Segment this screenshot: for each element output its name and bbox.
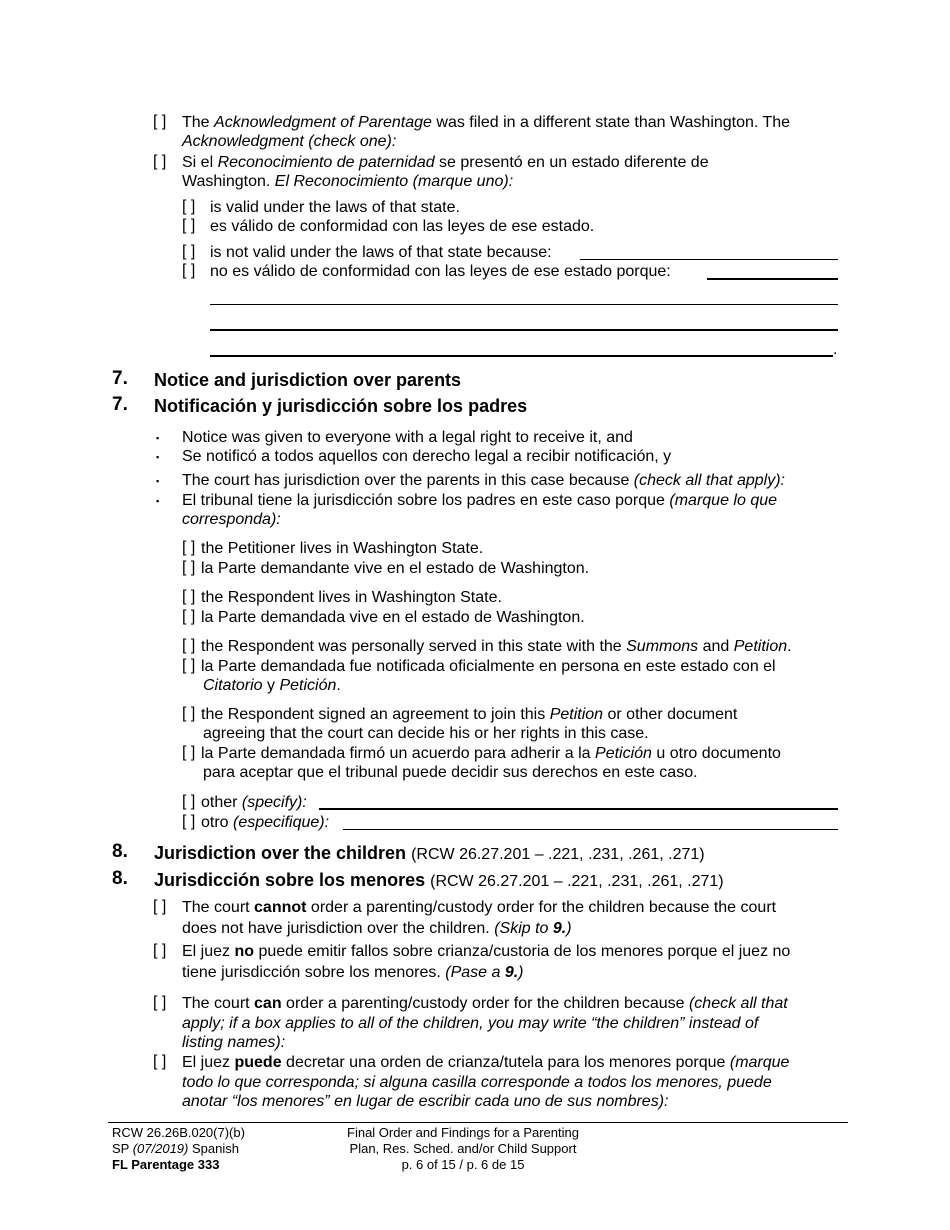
signed-agreement-en: the Respondent signed an agreement to join this Petition or other document (201, 706, 738, 723)
court-can-es-cont2: anotar “los menores” en lugar de escribir cada uno de sus nombres): (182, 1093, 669, 1110)
other-specify-line[interactable] (319, 808, 838, 810)
checkbox-respondent-wa[interactable]: [ ] (182, 588, 196, 605)
other-es: otro (especifique): (201, 814, 330, 831)
court-jurisdiction-en: The court has jurisdiction over the parents in this case because (check all that apply): (182, 472, 785, 489)
ack-other-state-en: The Acknowledgment of Parentage was filed in a different state than Washington. The (182, 114, 791, 131)
footer-page-number: p. 6 of 15 / p. 6 de 15 (401, 1157, 525, 1172)
checkbox-not-valid-es[interactable]: [ ] (182, 262, 196, 279)
not-valid-en: is not valid under the laws of that state because: (210, 244, 552, 261)
court-can-en-cont2: listing names): (182, 1034, 286, 1051)
section-8-number: 8. (112, 841, 128, 862)
footer-sp-date: SP (07/2019) Spanish (112, 1141, 239, 1156)
ack-other-state-es-cont: Washington. El Reconocimiento (marque uno): (182, 173, 514, 190)
section-7-title-en: Notice and jurisdiction over parents (154, 370, 462, 390)
reason-line-4[interactable] (210, 355, 833, 357)
checkbox-other[interactable]: [ ] (182, 793, 196, 810)
not-valid-reason-line-es[interactable] (707, 278, 838, 280)
checkbox-signed-agreement-es[interactable]: [ ] (182, 744, 196, 761)
footer-divider (108, 1122, 848, 1123)
section-8-title-es: Jurisdicción sobre los menores (RCW 26.27.201 – .221, .231, .261, .271) (154, 870, 724, 890)
served-in-state-es-cont: Citatorio y Petición. (203, 677, 341, 694)
reason-period: . (833, 341, 838, 358)
court-can-es: El juez puede decretar una orden de crianza/tutela para los menores porque (marque (182, 1054, 790, 1071)
court-cannot-es-cont: tiene jurisdicción sobre los menores. (Pase a 9.) (182, 964, 524, 981)
respondent-wa-en: the Respondent lives in Washington State. (201, 589, 502, 606)
section-7-number-es: 7. (112, 394, 128, 415)
checkbox-court-can-es[interactable]: [ ] (153, 1053, 167, 1070)
section-7-number: 7. (112, 368, 128, 389)
checkbox-petitioner-wa[interactable]: [ ] (182, 539, 196, 556)
respondent-wa-es: la Parte demandada vive en el estado de Washington. (201, 609, 585, 626)
reason-line-3[interactable] (210, 329, 838, 331)
court-jurisdiction-es: El tribunal tiene la jurisdicción sobre los padres en este caso porque (marque lo que (182, 492, 778, 509)
footer-form-id: FL Parentage 333 (112, 1157, 220, 1172)
signed-agreement-es: la Parte demandada firmó un acuerdo para adherir a la Petición u otro documento (201, 745, 781, 762)
reason-line-2[interactable] (210, 304, 838, 305)
signed-agreement-es-cont: para aceptar que el tribunal puede decidir sus derechos en este caso. (203, 764, 698, 781)
court-jurisdiction-es-cont: corresponda): (182, 511, 281, 528)
valid-es: es válido de conformidad con las leyes de ese estado. (210, 218, 595, 235)
signed-agreement-en-cont: agreeing that the court can decide his or her rights in this case. (203, 725, 649, 742)
section-8-title-en: Jurisdiction over the children (RCW 26.27.201 – .221, .231, .261, .271) (154, 843, 705, 863)
checkbox-respondent-wa-es[interactable]: [ ] (182, 608, 196, 625)
checkbox-court-can[interactable]: [ ] (153, 994, 167, 1011)
section-8-number-es: 8. (112, 868, 128, 889)
notice-given-en: Notice was given to everyone with a legal right to receive it, and (182, 429, 633, 446)
court-cannot-en: The court cannot order a parenting/custody order for the children because the court (182, 899, 777, 916)
bullet-icon: ▪ (156, 452, 160, 462)
ack-other-state-es: Si el Reconocimiento de paternidad se presentó en un estado diferente de (182, 154, 709, 171)
bullet-icon: ▪ (156, 496, 160, 506)
checkbox-other-es[interactable]: [ ] (182, 813, 196, 830)
checkbox-ack-other-state-es[interactable]: [ ] (153, 153, 167, 170)
served-in-state-en: the Respondent was personally served in this state with the Summons and Petition. (201, 638, 792, 655)
footer-form-title-cont: Plan, Res. Sched. and/or Child Support (349, 1141, 577, 1156)
checkbox-served-in-state-es[interactable]: [ ] (182, 657, 196, 674)
checkbox-valid-es[interactable]: [ ] (182, 217, 196, 234)
not-valid-es: no es válido de conformidad con las leyes de ese estado porque: (210, 263, 671, 280)
checkbox-signed-agreement[interactable]: [ ] (182, 705, 196, 722)
petitioner-wa-es: la Parte demandante vive en el estado de Washington. (201, 560, 590, 577)
bullet-icon: ▪ (156, 433, 160, 443)
section-7-title-es: Notificación y jurisdicción sobre los padres (154, 396, 528, 416)
checkbox-court-cannot-es[interactable]: [ ] (153, 942, 167, 959)
court-cannot-es: El juez no puede emitir fallos sobre crianza/custoria de los menores porque el juez no (182, 943, 791, 960)
petitioner-wa-en: the Petitioner lives in Washington State. (201, 540, 484, 557)
court-can-en: The court can order a parenting/custody order for the children because (check all that (182, 995, 788, 1012)
served-in-state-es: la Parte demandada fue notificada oficialmente en persona en este estado con el (201, 658, 776, 675)
notice-given-es: Se notificó a todos aquellos con derecho legal a recibir notificación, y (182, 448, 672, 465)
checkbox-ack-other-state[interactable]: [ ] (153, 113, 167, 130)
not-valid-reason-line[interactable] (580, 259, 838, 260)
checkbox-petitioner-wa-es[interactable]: [ ] (182, 559, 196, 576)
valid-en: is valid under the laws of that state. (210, 199, 460, 216)
checkbox-court-cannot[interactable]: [ ] (153, 898, 167, 915)
checkbox-valid[interactable]: [ ] (182, 198, 196, 215)
court-cannot-en-cont: does not have jurisdiction over the children. (Skip to 9.) (182, 920, 572, 937)
other-en: other (specify): (201, 794, 307, 811)
ack-other-state-en-cont: Acknowledgment (check one): (182, 133, 397, 150)
checkbox-served-in-state[interactable]: [ ] (182, 637, 196, 654)
bullet-icon: ▪ (156, 476, 160, 486)
other-specify-line-es[interactable] (343, 829, 838, 830)
court-can-es-cont: todo lo que corresponda; si alguna casilla corresponde a todos los menores, puede (182, 1074, 772, 1091)
checkbox-not-valid[interactable]: [ ] (182, 243, 196, 260)
footer-rcw: RCW 26.26B.020(7)(b) (112, 1125, 245, 1140)
footer-form-title: Final Order and Findings for a Parenting (347, 1125, 579, 1140)
court-can-en-cont: apply; if a box applies to all of the children, you may write “the children” instead of (182, 1015, 759, 1032)
